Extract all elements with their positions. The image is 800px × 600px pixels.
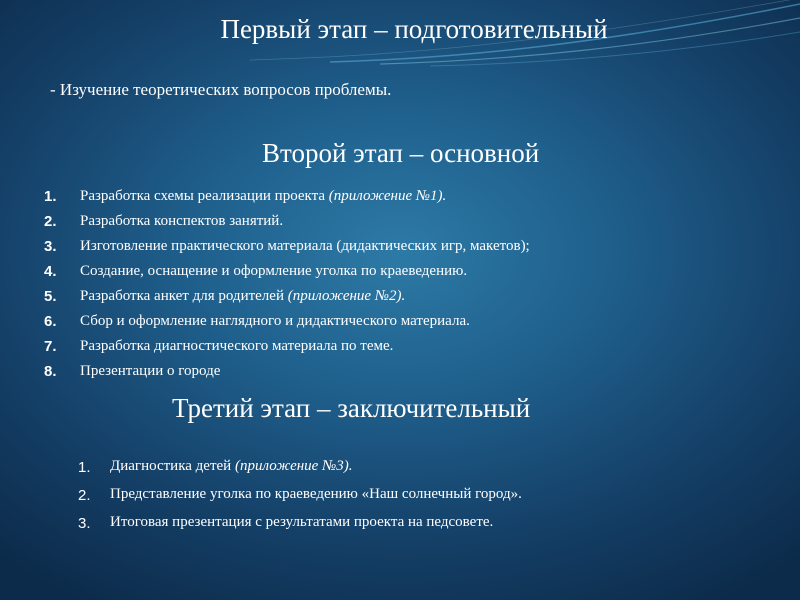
list-item-text: Создание, оснащение и оформление уголка по краеведению. bbox=[80, 263, 468, 279]
list-item-text: Диагностика детей (приложение №3). bbox=[110, 458, 353, 474]
list-number: 3. bbox=[78, 515, 91, 532]
list-item-text: Итоговая презентация с результатами проекта на педсовете. bbox=[110, 514, 494, 530]
list-item-text: Презентации о городе bbox=[80, 363, 221, 379]
appendix-note: (приложение №3). bbox=[234, 458, 353, 474]
stage1-title-text: Первый этап – подготовительный bbox=[220, 14, 608, 44]
list-number: 5. bbox=[44, 288, 57, 305]
stage3-title: Третий этап – заключительный bbox=[172, 393, 531, 423]
list-number: 2. bbox=[44, 213, 57, 230]
stage1-title bbox=[0, 14, 800, 45]
list-number: 6. bbox=[44, 313, 57, 330]
list-item-text: Изготовление практического материала (дидактических игр, макетов); bbox=[80, 238, 530, 254]
list-number: 3. bbox=[44, 238, 57, 255]
appendix-note: (приложение №2). bbox=[287, 288, 406, 304]
list-item-text: Представление уголка по краеведению «Наш солнечный город». bbox=[110, 486, 522, 502]
list-item-text: Разработка схемы реализации проекта (приложение №1). bbox=[80, 188, 447, 204]
stage1-intro: - Изучение теоретических вопросов проблемы. bbox=[50, 80, 392, 99]
list-number: 8. bbox=[44, 363, 57, 380]
list-item-text: Сбор и оформление наглядного и дидактического материала. bbox=[80, 313, 470, 329]
list-number: 1. bbox=[78, 459, 91, 476]
list-item-text: Разработка конспектов занятий. bbox=[80, 213, 284, 229]
list-number: 4. bbox=[44, 263, 57, 280]
list-number: 2. bbox=[78, 487, 91, 504]
list-number: 1. bbox=[44, 188, 57, 205]
list-item-text: Разработка анкет для родителей (приложение №2). bbox=[80, 288, 406, 304]
appendix-note: (приложение №1). bbox=[328, 188, 447, 204]
list-item-text: Разработка диагностического материала по теме. bbox=[80, 338, 394, 354]
stage2-title: Второй этап – основной bbox=[262, 138, 540, 168]
list-number: 7. bbox=[44, 338, 57, 355]
